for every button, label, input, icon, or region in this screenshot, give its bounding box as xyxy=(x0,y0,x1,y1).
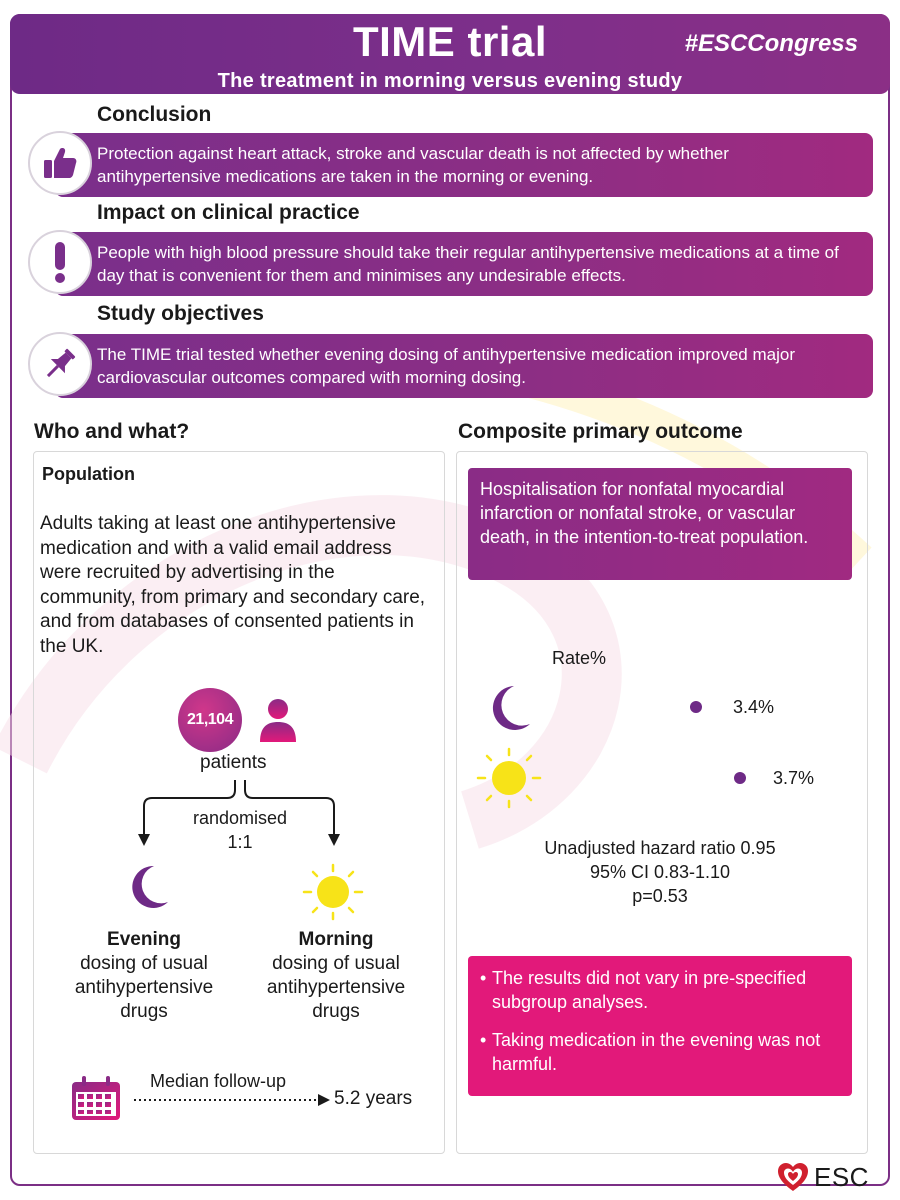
morning-arm-title: Morning xyxy=(298,929,374,950)
calendar-icon xyxy=(70,1074,122,1122)
evening-rate-value: 3.4% xyxy=(733,697,775,717)
conclusion-heading: Conclusion xyxy=(97,103,212,126)
objectives-heading: Study objectives xyxy=(97,302,264,325)
heart-logo-icon xyxy=(776,1160,810,1194)
evening-arm-text: dosing of usual antihypertensive drugs xyxy=(74,953,214,1022)
esc-logo xyxy=(776,1160,869,1194)
confidence-interval: 95% CI 0.83-1.10 xyxy=(589,862,731,882)
who-and-what-heading: Who and what? xyxy=(34,420,190,443)
followup-arrow xyxy=(132,1093,332,1107)
impact-bar xyxy=(55,232,873,296)
moon-icon xyxy=(124,862,172,912)
objectives-text: The TIME trial tested whether evening dosing of antihypertensive medication improved major cardiovascular outcomes compared with morning dosing. xyxy=(97,345,795,387)
objectives-bar xyxy=(55,334,873,398)
population-title: Population xyxy=(42,464,135,484)
pushpin-icon xyxy=(28,332,92,396)
morning-arm-text: dosing of usual antihypertensive drugs xyxy=(266,953,406,1022)
thumbs-up-icon xyxy=(28,131,92,195)
evening-arm-title: Evening xyxy=(107,929,181,950)
population-text: Adults taking at least one antihypertensive medication and with a valid email address were recruited by advertising in the community, from primary and secondary care, and from databases of consented patients in the UK. xyxy=(40,513,426,657)
exclamation-icon xyxy=(28,230,92,294)
person-icon xyxy=(256,696,300,744)
page-subtitle: The treatment in morning versus evening study xyxy=(217,70,683,92)
followup-label: Median follow-up xyxy=(150,1071,287,1091)
outcome-definition-text: Hospitalisation for nonfatal myocardial infarction or nonfatal stroke, or vascular death, in the intention-to-treat population. xyxy=(480,479,809,547)
evening-rate-line xyxy=(552,700,708,714)
morning-arm-label xyxy=(246,928,426,1024)
results-notes-box xyxy=(468,956,852,1096)
evening-arm-label xyxy=(54,928,234,1024)
hashtag: #ESCCongress xyxy=(684,30,858,57)
patients-count-badge xyxy=(178,688,242,752)
morning-rate-line xyxy=(552,771,748,785)
note-subgroups: • The results did not vary in pre-specified subgroup analyses. xyxy=(480,966,842,1014)
followup-value: 5.2 years xyxy=(334,1088,413,1109)
esc-logo-text: ESC xyxy=(814,1161,869,1192)
patients-count: 21,104 xyxy=(187,711,233,728)
impact-text: People with high blood pressure should take their regular antihypertensive medications at a time of day that is convenient for them and minimises any undesirable effects. xyxy=(97,243,839,285)
conclusion-text: Protection against heart attack, stroke and vascular death is not affected by whether antihypertensive medications are taken in the morning or evening. xyxy=(97,144,729,186)
evening-moon-icon xyxy=(484,682,534,734)
conclusion-bar xyxy=(55,133,873,197)
page-title: TIME trial xyxy=(352,18,548,65)
morning-rate-value: 3.7% xyxy=(773,768,815,788)
p-value: p=0.53 xyxy=(632,886,688,906)
randomised-line1: randomised xyxy=(192,808,288,828)
note-not-harmful: • Taking medication in the evening was not harmful. xyxy=(480,1028,842,1076)
outcome-definition-box xyxy=(468,468,852,580)
randomised-ratio: 1:1 xyxy=(227,832,253,852)
sun-icon xyxy=(298,862,368,922)
primary-outcome-heading: Composite primary outcome xyxy=(458,420,743,443)
morning-sun-icon xyxy=(474,746,544,810)
randomised-label xyxy=(180,806,300,854)
hazard-ratio-block xyxy=(470,836,850,908)
patients-label: patients xyxy=(200,752,267,773)
rate-label: Rate% xyxy=(552,648,607,668)
hazard-ratio: Unadjusted hazard ratio 0.95 xyxy=(544,838,776,858)
impact-heading: Impact on clinical practice xyxy=(97,201,360,224)
